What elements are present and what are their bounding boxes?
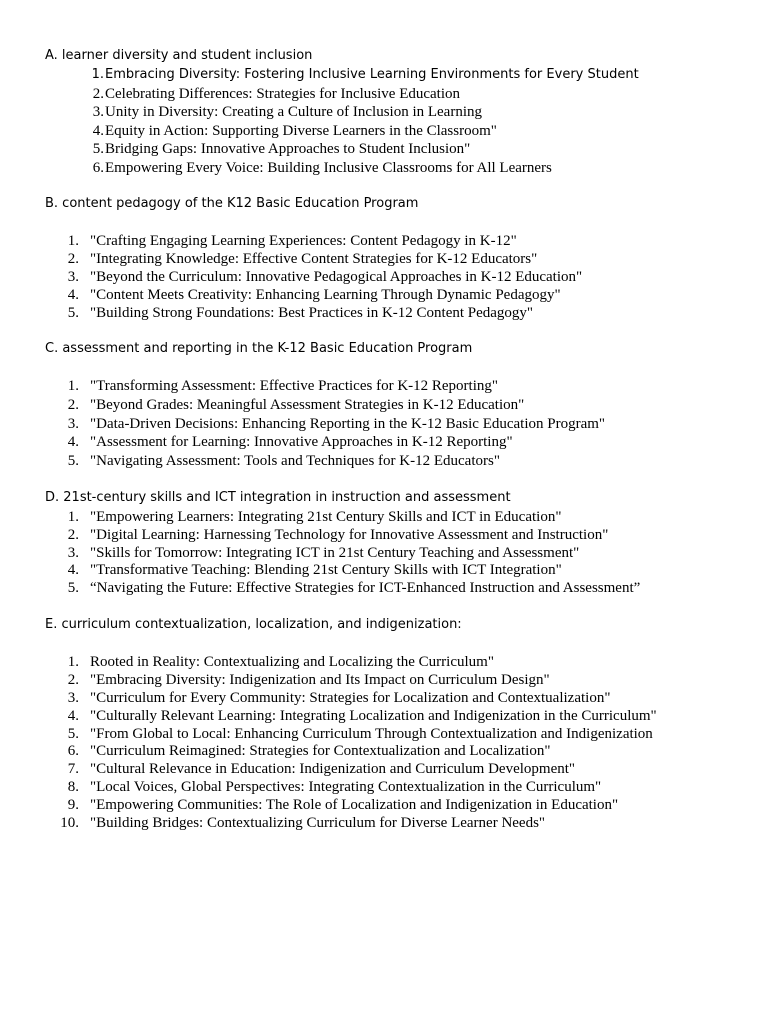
item-number: 3.: [67, 544, 79, 561]
item-text: "Local Voices, Global Perspectives: Integrating Contextualization in the Curriculum": [90, 779, 602, 796]
list-item: [45, 796, 758, 814]
item-number: 3.: [92, 104, 104, 121]
list-item: [45, 579, 758, 597]
item-text: "Embracing Diversity: Indigenization and Its Impact on Curriculum Design": [90, 671, 550, 688]
list-item: [45, 140, 758, 159]
topic-list: [45, 508, 758, 597]
item-number: 4.: [67, 562, 79, 579]
list-item: [45, 760, 758, 778]
item-number: 2.: [67, 671, 79, 688]
list-item: [45, 396, 758, 415]
section-heading: D. 21st-century skills and ICT integration in instruction and assessment: [45, 490, 511, 505]
section-heading: E. curriculum contextualization, localization, and indigenization:: [45, 617, 462, 632]
list-item: [45, 433, 758, 452]
topic-list: [45, 377, 758, 471]
list-item: [45, 561, 758, 579]
list-item: [45, 689, 758, 707]
item-text: Celebrating Differences: Strategies for Inclusive Education: [105, 85, 461, 102]
list-item: [45, 653, 758, 671]
item-number: 3.: [67, 689, 79, 706]
item-text: "Empowering Learners: Integrating 21st Century Skills and ICT in Education": [90, 509, 562, 525]
item-number: 3.: [67, 269, 79, 285]
item-text: "Assessment for Learning: Innovative Approaches in K-12 Reporting": [90, 434, 513, 451]
section-curriculum-contextualization: [45, 616, 758, 832]
item-number: 4.: [67, 434, 79, 451]
list-item: [45, 85, 758, 104]
list-item: [45, 671, 758, 689]
item-text: "From Global to Local: Enhancing Curriculum Through Contextualization and Indigenization: [90, 725, 653, 742]
item-text: "Transforming Assessment: Effective Practices for K-12 Reporting": [90, 378, 499, 394]
item-text: Rooted in Reality: Contextualizing and Localizing the Curriculum": [90, 654, 494, 670]
list-item: [45, 415, 758, 434]
list-item: [45, 122, 758, 141]
item-text: "Culturally Relevant Learning: Integrating Localization and Indigenization in the Curriculum": [90, 707, 657, 724]
list-item: [45, 725, 758, 743]
section-heading: A. learner diversity and student inclusion: [45, 48, 313, 63]
item-text: Unity in Diversity: Creating a Culture of Inclusion in Learning: [105, 104, 483, 121]
item-text: "Building Bridges: Contextualizing Curriculum for Diverse Learner Needs": [90, 815, 546, 832]
section-heading: C. assessment and reporting in the K-12 Basic Education Program: [45, 341, 473, 356]
list-item: [45, 508, 758, 526]
section-21st-century-skills: [45, 489, 758, 597]
topic-list: [45, 232, 758, 322]
item-number: 5.: [67, 305, 79, 321]
list-item: [45, 103, 758, 122]
item-text: "Content Meets Creativity: Enhancing Learning Through Dynamic Pedagogy": [90, 287, 561, 303]
list-item: [45, 452, 758, 471]
item-text: “Navigating the Future: Effective Strategies for ICT-Enhanced Instruction and Assessment”: [90, 580, 641, 597]
item-text: "Cultural Relevance in Education: Indigenization and Curriculum Development": [90, 761, 576, 778]
item-text: "Crafting Engaging Learning Experiences: Content Pedagogy in K-12": [90, 233, 517, 249]
list-item: [45, 304, 758, 322]
item-text: "Beyond Grades: Meaningful Assessment Strategies in K-12 Education": [90, 396, 525, 413]
item-text: "Building Strong Foundations: Best Practices in K-12 Content Pedagogy": [90, 305, 534, 321]
item-text: "Integrating Knowledge: Effective Content Strategies for K-12 Educators": [90, 251, 538, 267]
item-number: 3.: [67, 415, 79, 432]
item-number: 2.: [92, 85, 104, 102]
list-item: [45, 250, 758, 268]
topic-list: [45, 66, 758, 178]
list-item: [45, 742, 758, 760]
item-number: 10.: [60, 815, 79, 832]
item-number: 5.: [92, 141, 104, 158]
list-item: [45, 778, 758, 796]
item-text: "Transformative Teaching: Blending 21st Century Skills with ICT Integration": [90, 562, 562, 579]
item-number: 5.: [67, 580, 79, 597]
item-number: 1.: [91, 67, 104, 82]
section-assessment-reporting: [45, 340, 758, 471]
item-number: 4.: [67, 707, 79, 724]
item-number: 2.: [67, 526, 79, 543]
item-text: "Curriculum for Every Community: Strategies for Localization and Contextualization": [90, 689, 611, 706]
item-number: 1.: [67, 654, 79, 670]
item-number: 6.: [92, 159, 104, 176]
item-text: "Empowering Communities: The Role of Localization and Indigenization in Education": [90, 797, 619, 814]
item-number: 4.: [92, 122, 104, 139]
list-item: [45, 544, 758, 562]
item-text: "Digital Learning: Harnessing Technology for Innovative Assessment and Instruction": [90, 526, 609, 543]
item-text: "Data-Driven Decisions: Enhancing Reporting in the K-12 Basic Education Program": [90, 415, 606, 432]
item-number: 5.: [67, 453, 79, 470]
item-number: 1.: [67, 509, 79, 525]
item-number: 4.: [67, 287, 79, 303]
item-number: 9.: [67, 797, 79, 814]
section-learner-diversity: [45, 47, 758, 178]
list-item: [45, 232, 758, 250]
item-number: 6.: [67, 743, 79, 760]
list-item: [45, 66, 758, 85]
item-text: Empowering Every Voice: Building Inclusive Classrooms for All Learners: [105, 159, 552, 176]
item-number: 8.: [67, 779, 79, 796]
list-item: [45, 286, 758, 304]
list-item: [45, 814, 758, 832]
topic-list: [45, 653, 758, 832]
item-text: Embracing Diversity: Fostering Inclusive Learning Environments for Every Student: [105, 67, 639, 82]
item-number: 2.: [67, 251, 79, 267]
item-number: 5.: [67, 725, 79, 742]
section-content-pedagogy: [45, 195, 758, 322]
item-number: 1.: [67, 378, 79, 394]
item-text: Equity in Action: Supporting Diverse Learners in the Classroom": [105, 122, 497, 139]
item-text: "Curriculum Reimagined: Strategies for Contextualization and Localization": [90, 743, 551, 760]
list-item: [45, 707, 758, 725]
item-number: 1.: [67, 233, 79, 249]
item-text: "Skills for Tomorrow: Integrating ICT in 21st Century Teaching and Assessment": [90, 544, 580, 561]
item-text: "Beyond the Curriculum: Innovative Pedagogical Approaches in K-12 Education": [90, 269, 583, 285]
list-item: [45, 377, 758, 396]
list-item: [45, 526, 758, 544]
item-text: "Navigating Assessment: Tools and Techniques for K-12 Educators": [90, 453, 500, 470]
list-item: [45, 159, 758, 178]
item-number: 2.: [67, 396, 79, 413]
item-number: 7.: [67, 761, 79, 778]
section-heading: B. content pedagogy of the K12 Basic Education Program: [45, 196, 419, 211]
list-item: [45, 268, 758, 286]
item-text: Bridging Gaps: Innovative Approaches to Student Inclusion": [105, 141, 471, 158]
